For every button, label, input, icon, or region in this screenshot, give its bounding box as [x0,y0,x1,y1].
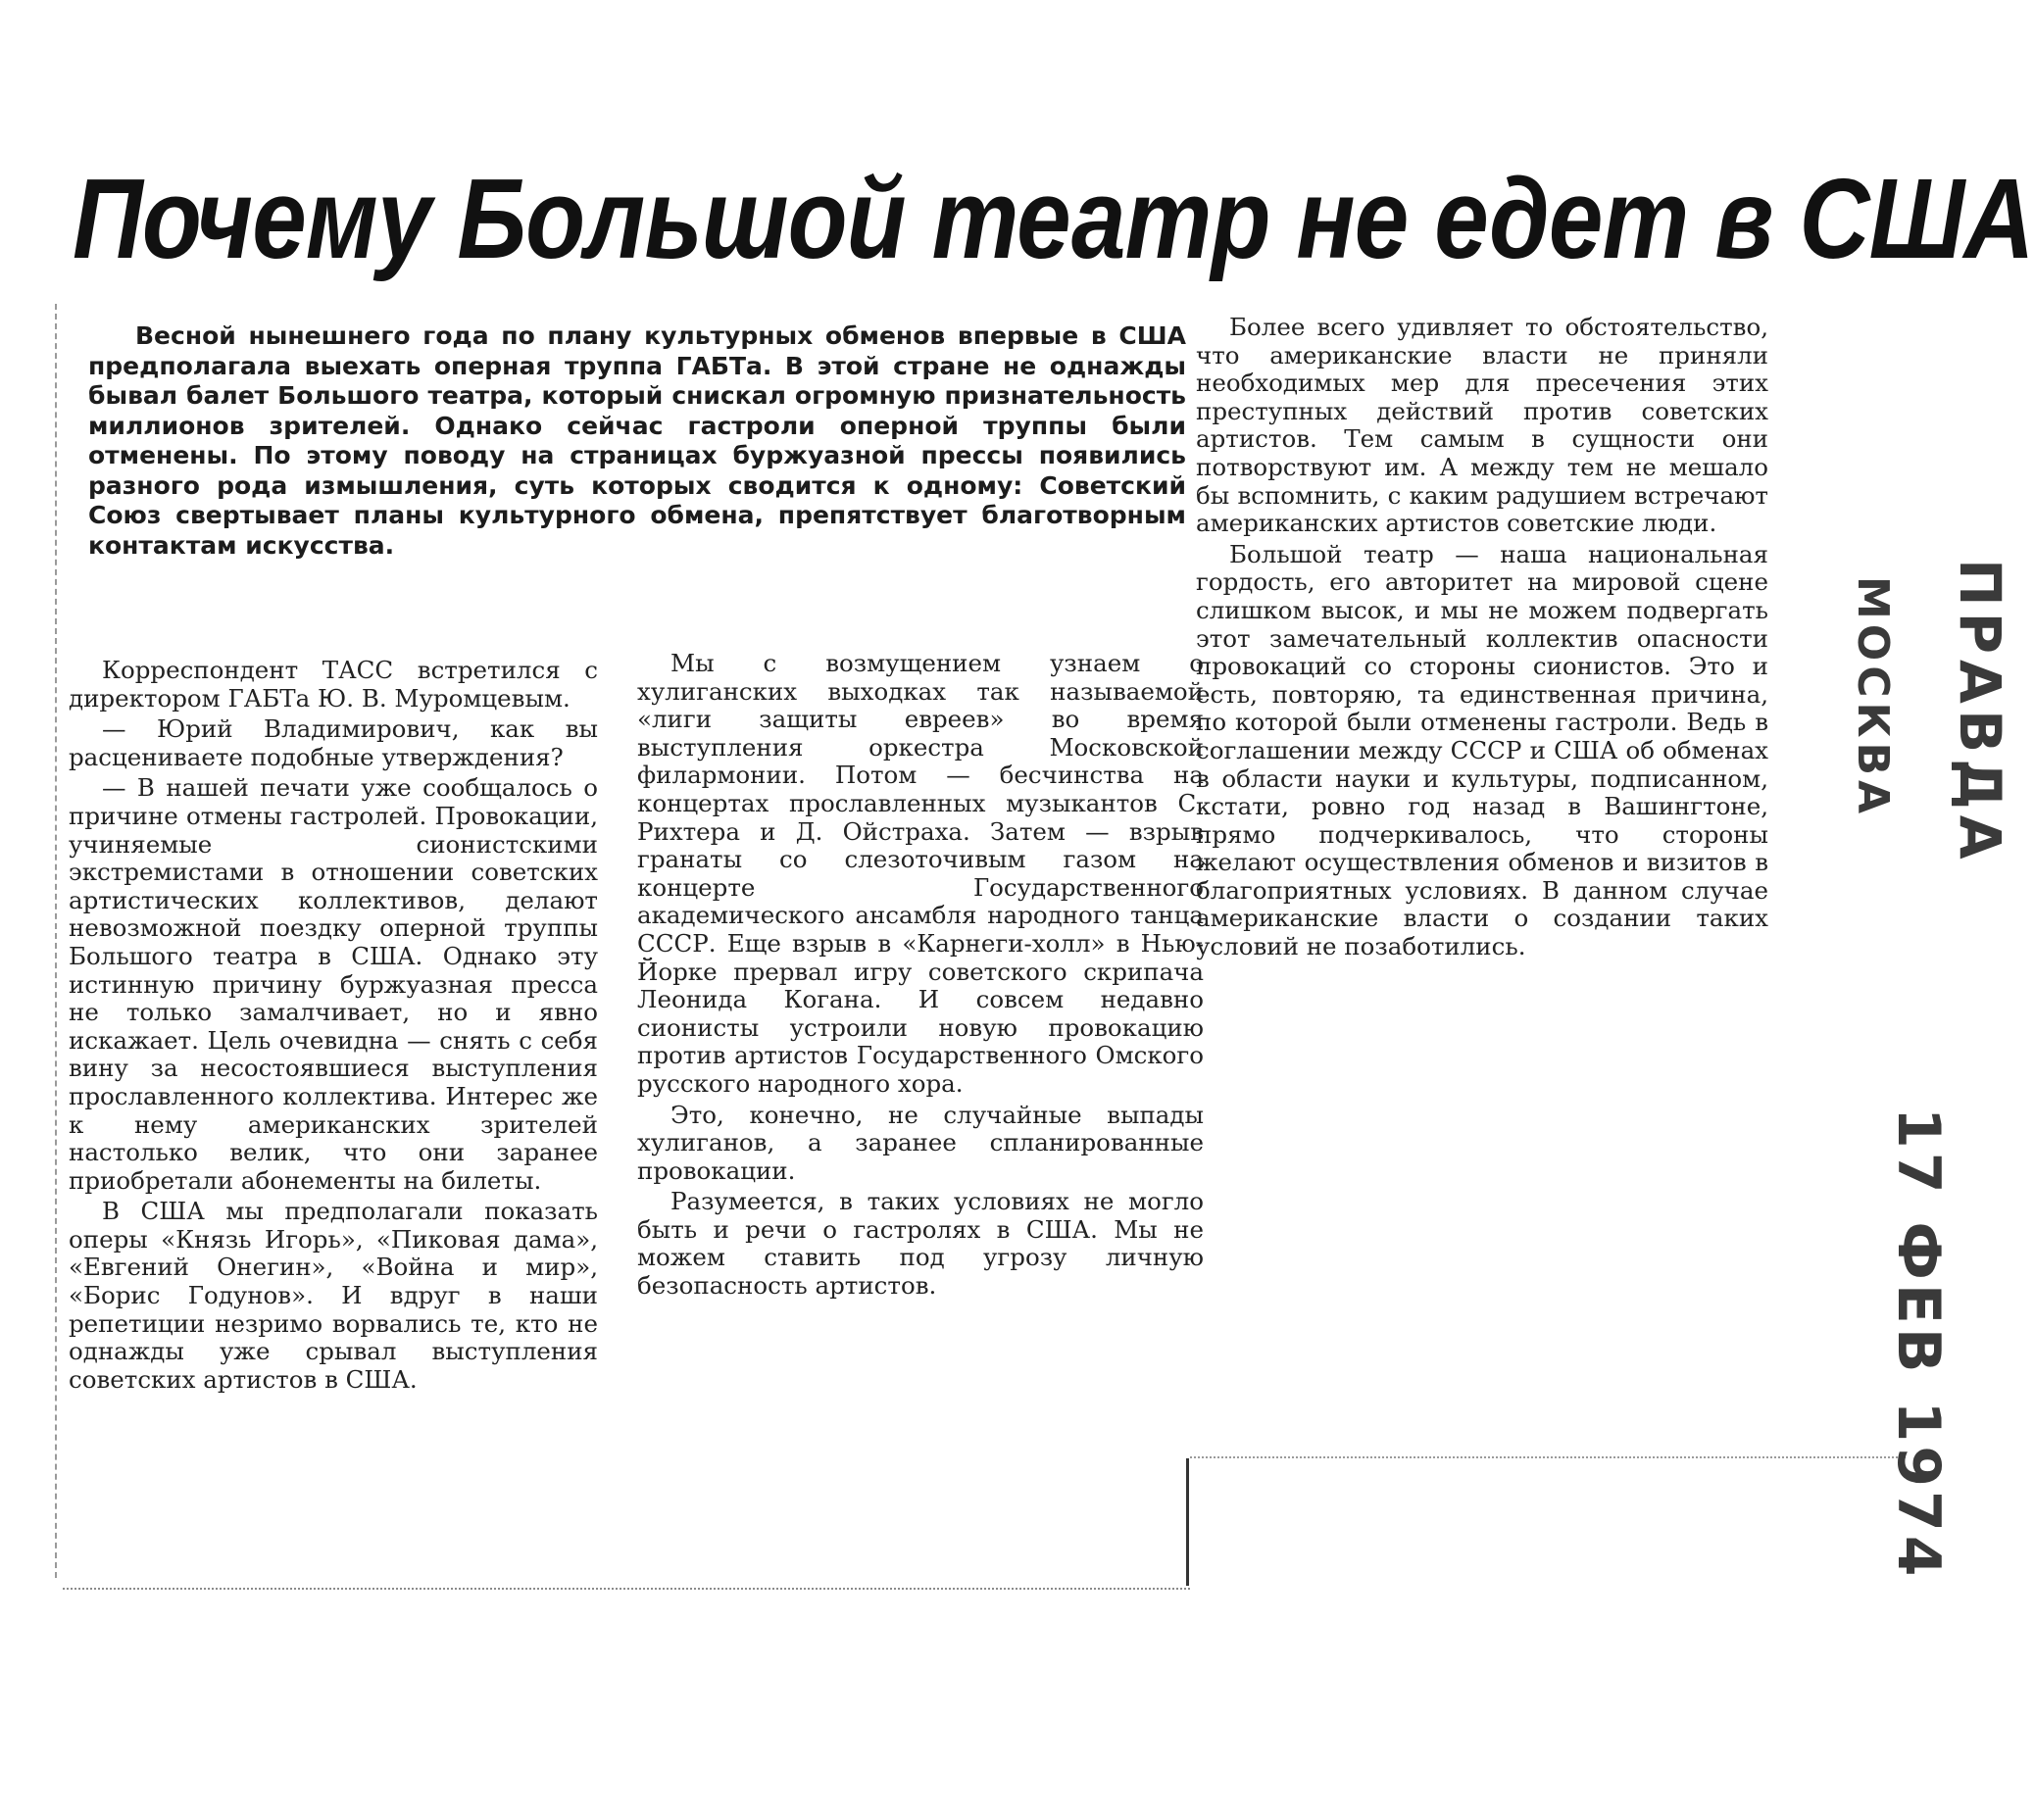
paragraph: Разумеется, в таких условиях не могло быть и речи о гастролях в США. Мы не можем ставить под угрозу личную безопасность артистов. [637,1187,1204,1301]
article-lead: Весной нынешнего года по плану культурных обменов впервые в США предполагала выехать оперная труппа ГАБТа. В этой стране не однажды бывал балет Большого театра, который снискал огромную признательность миллионов зрителей. Однако сейчас гастроли оперной труппы были отменены. По этому поводу на страницах буржуазной прессы появились разного рода измышления, суть которых сводится к одному: Советский Союз свертывает планы культурного обмена, препятствует благотворным контактам искусства. [88,321,1186,560]
newspaper-stamp [1825,559,2013,1581]
stamp-city: МОСКВА [1848,576,1898,819]
paragraph: В США мы предполагали показать оперы «Князь Игорь», «Пиковая дама», «Евгений Онегин», «Война и мир», «Борис Годунов». И вдруг в наши репетиции незримо ворвались те, кто не однажды уже срывал выступления советских артистов в США. [69,1197,598,1394]
paragraph: — Юрий Владимирович, как вы расцениваете подобные утверждения? [69,714,598,771]
paragraph: Корреспондент ТАСС встретился с директором ГАБТа Ю. В. Муромцевым. [69,656,598,713]
paragraph: — В нашей печати уже сообщалось о причине отмены гастролей. Провокации, учиняемые сионистскими экстремистами в отношении советских артистических коллективов, делают невозможной поездку оперной труппы Большого театра в США. Однако эту истинную причину буржуазная пресса не только замалчивает, но и явно искажает. Цель очевидна — снять с себя вину за несостоявшиеся выступления прославленного коллектива. Интерес же к нему американских зрителей настолько велик, что они заранее приобретали абонементы на билеты. [69,773,598,1195]
clipping-bottom-edge [63,1588,1190,1590]
stamp-newspaper-name: ПРАВДА [1947,559,2013,865]
stamp-date: 17 ФЕВ 1974 [1884,1107,1953,1581]
paragraph: Это, конечно, не случайные выпады хулиганов, а заранее спланированные провокации. [637,1100,1204,1185]
paragraph: Более всего удивляет то обстоятельство, что американские власти не приняли необходимых мер для пресечения этих преступных действий против советских артистов. Тем самым в сущности они потворствуют им. А между тем не мешало бы вспомнить, с каким радушием встречают американских артистов советские люди. [1196,313,1768,538]
article-headline: Почему Большой театр не едет в США [73,155,2034,282]
newspaper-clipping [51,147,2034,1637]
article-column-1 [69,657,598,1397]
clipping-cut-line [1186,1458,1189,1586]
clipping-left-edge [55,304,59,1578]
clipping-right-bottom-edge [1190,1456,1906,1458]
article-column-3 [1196,314,1768,964]
paragraph: Большой театр — наша национальная гордость, его авторитет на мировой сцене слишком высок, и мы не можем подвергать этот замечательный коллектив опасности провокаций со стороны сионистов. Это и есть, повторяю, та единственная причина, по которой были отменены гастроли. Ведь в соглашении между СССР и США об обменах в области науки и культуры, подписанном, кстати, ровно год назад в Вашингтоне, прямо подчеркивалось, что стороны желают осуществления обменов и визитов в благоприятных условиях. В данном случае американские власти о создании таких условий не позаботились. [1196,539,1768,961]
paragraph: Мы с возмущением узнаем о хулиганских выходках так называемой «лиги защиты евреев» во время выступления оркестра Московской филармонии. Потом — бесчинства на концертах прославленных музыкантов С. Рихтера и Д. Ойстраха. Затем — взрыв гранаты со слезоточивым газом на концерте Государственного академического ансамбля народного танца СССР. Еще взрыв в «Карнеги-холл» в Нью-Йорке прервал игру советского скрипача Леонида Когана. И совсем недавно сионисты устроили новую провокацию против артистов Государственного Омского русского народного хора. [637,649,1204,1098]
article-column-2 [637,650,1204,1304]
